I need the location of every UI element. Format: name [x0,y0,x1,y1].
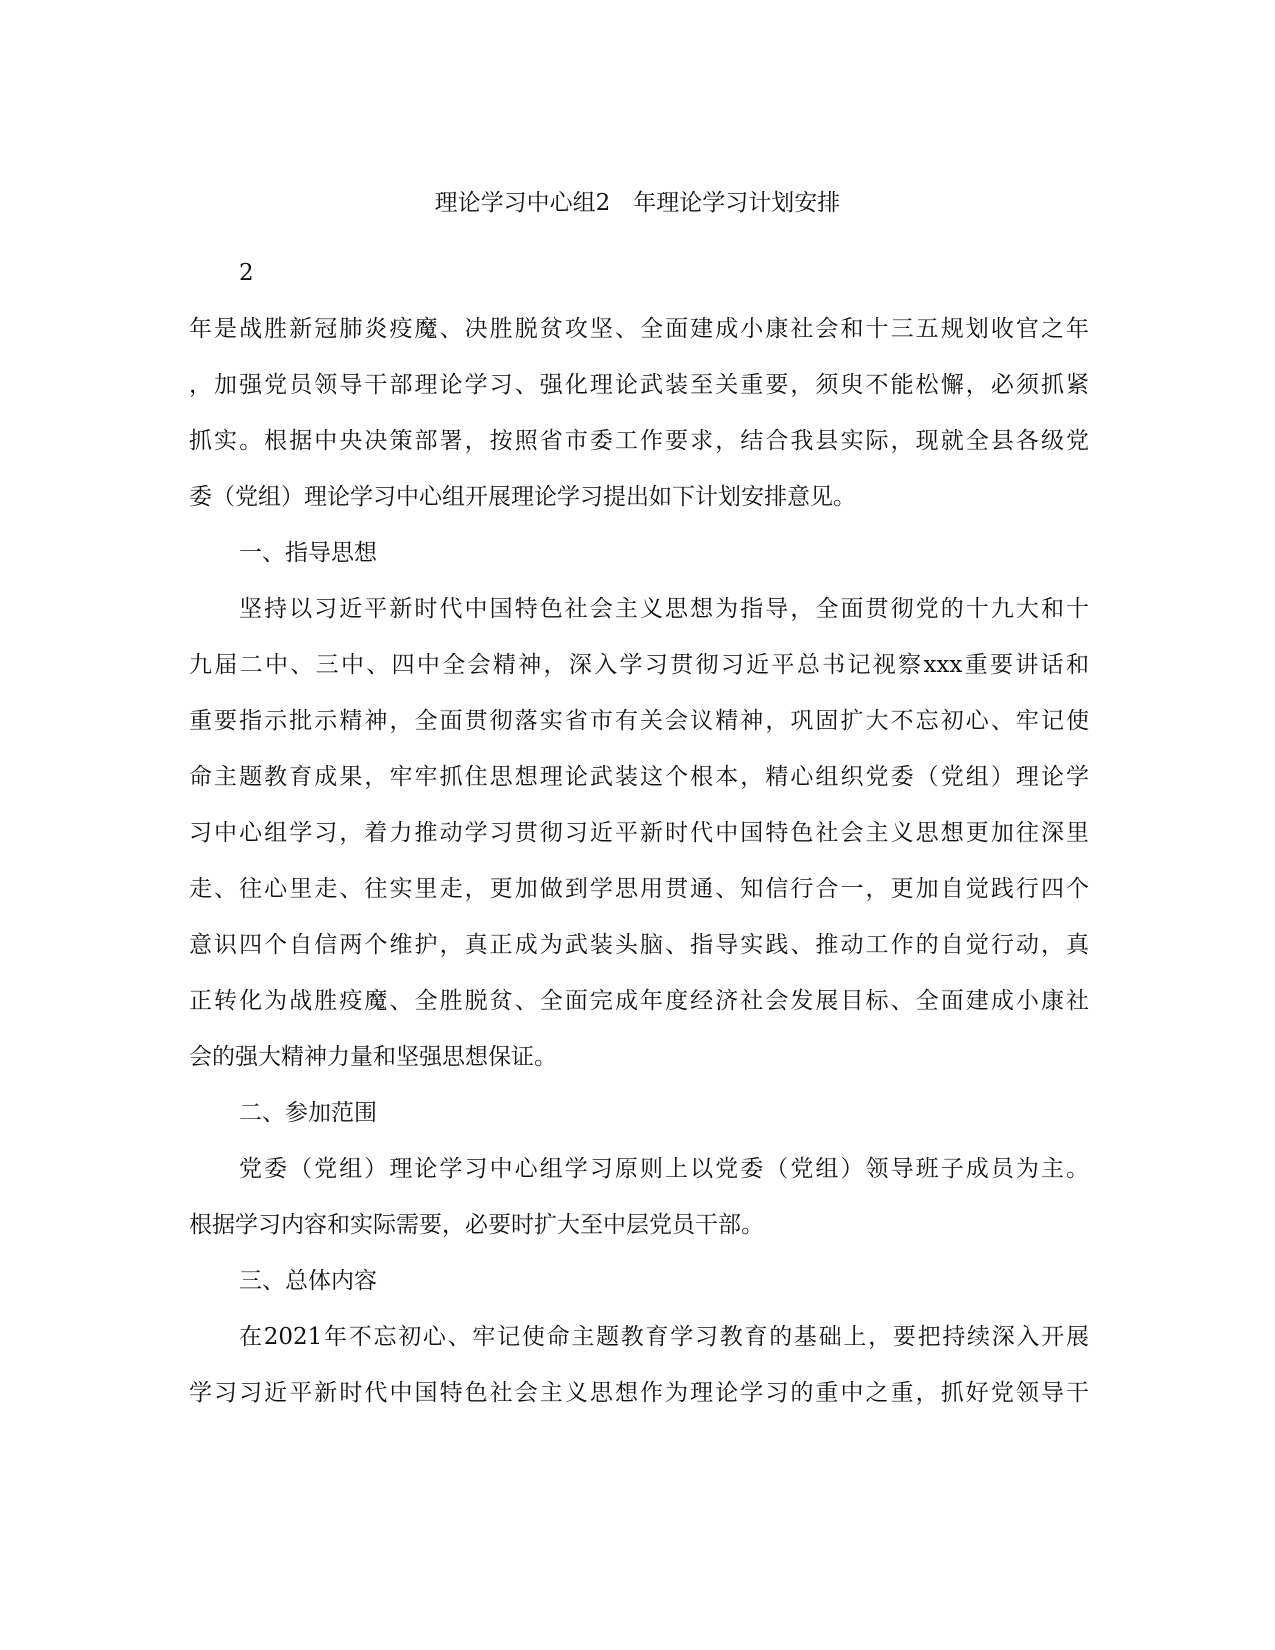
paragraph-line: 正转化为战胜疫魔、全胜脱贫、全面完成年度经济社会发展目标、全面建成小康社 [189,988,1089,1014]
section-heading: 二、参加范围 [239,1100,377,1126]
paragraph-line: 委（党组）理论学习中心组开展理论学习提出如下计划安排意见。 [189,484,856,510]
paragraph-line: 抓实。根据中央决策部署，按照省市委工作要求，结合我县实际，现就全县各级党 [189,428,1089,454]
section-heading: 一、指导思想 [239,540,377,566]
paragraph-line: 意识四个自信两个维护，真正成为武装头脑、指导实践、推动工作的自觉行动，真 [189,932,1089,958]
section-heading: 三、总体内容 [239,1268,377,1294]
paragraph-line: 根据学习内容和实际需要，必要时扩大至中层党员干部。 [189,1212,764,1238]
paragraph-line: 重要指示批示精神，全面贯彻落实省市有关会议精神，巩固扩大不忘初心、牢记使 [189,708,1089,734]
paragraph-line: 走、往心里走、往实里走，更加做到学思用贯通、知信行合一，更加自觉践行四个 [189,876,1089,902]
paragraph-line: ，加强党员领导干部理论学习、强化理论武装至关重要，须臾不能松懈，必须抓紧 [189,372,1089,398]
paragraph-line: 年是战胜新冠肺炎疫魔、决胜脱贫攻坚、全面建成小康社会和十三五规划收官之年 [189,316,1089,342]
year-fragment: 2 [239,260,254,286]
paragraph-line: 九届二中、三中、四中全会精神，深入学习贯彻习近平总书记视察xxx重要讲话和 [189,652,1089,678]
paragraph-line: 在2021年不忘初心、牢记使命主题教育学习教育的基础上，要把持续深入开展 [239,1324,1089,1350]
paragraph-line: 坚持以习近平新时代中国特色社会主义思想为指导，全面贯彻党的十九大和十 [239,596,1089,622]
document-title: 理论学习中心组2 年理论学习计划安排 [434,190,841,216]
paragraph-line: 党委（党组）理论学习中心组学习原则上以党委（党组）领导班子成员为主。 [239,1156,1089,1182]
paragraph-line: 会的强大精神力量和坚强思想保证。 [189,1044,557,1070]
paragraph-line: 命主题教育成果，牢牢抓住思想理论武装这个根本，精心组织党委（党组）理论学 [189,764,1089,790]
paragraph-line: 学习习近平新时代中国特色社会主义思想作为理论学习的重中之重，抓好党领导干 [189,1380,1089,1406]
paragraph-line: 习中心组学习，着力推动学习贯彻习近平新时代中国特色社会主义思想更加往深里 [189,820,1089,846]
